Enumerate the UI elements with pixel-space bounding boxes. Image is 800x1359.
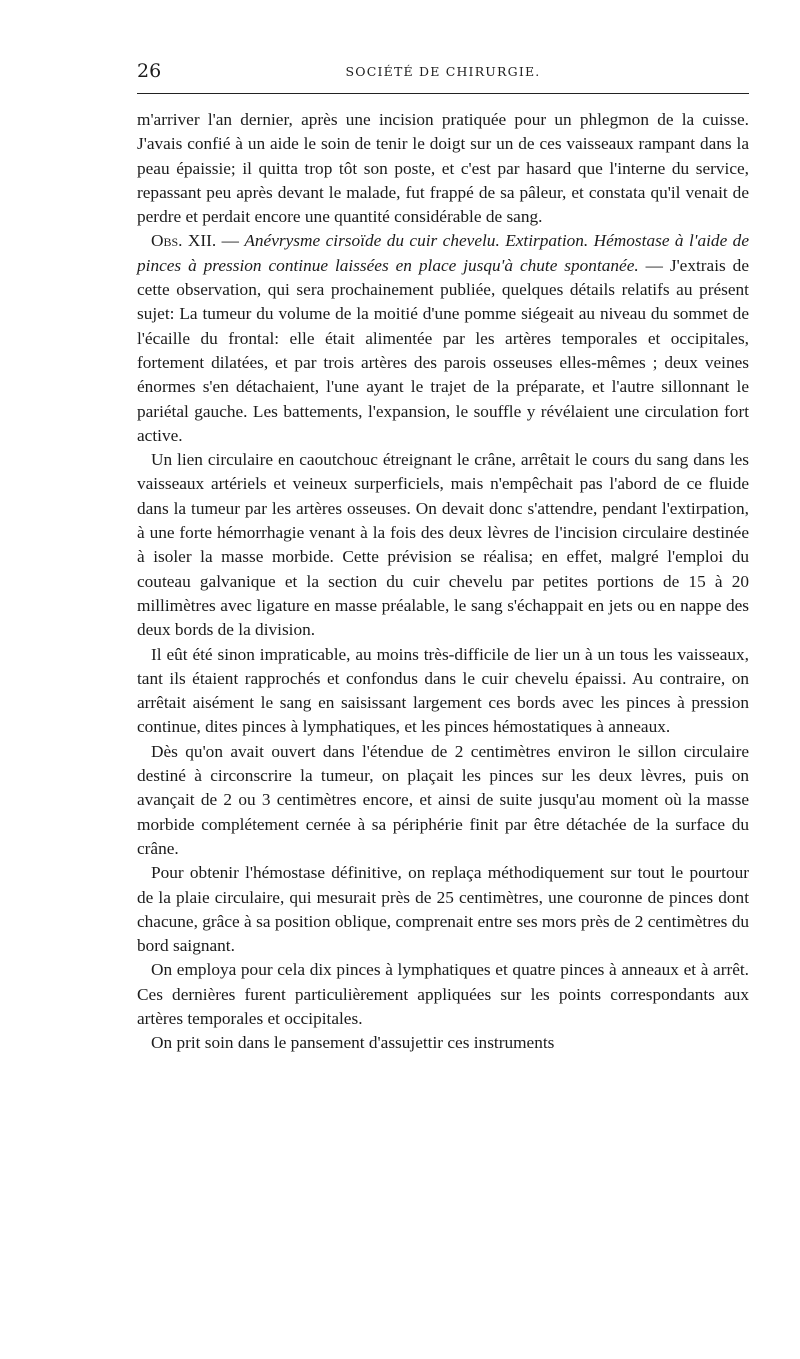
paragraph-forceps: On employa pour cela dix pinces à lymphatiques et quatre pinces à anneaux et à arrêt. Ces dernières furent particulièrement appliquées sur les points correspondants aux artères temporales et occipitales. <box>137 960 749 1028</box>
paragraph-vessels: Il eût été sinon impraticable, au moins très-difficile de lier un à un tous les vaisseaux, tant ils étaient rapprochés et confondus dans le cuir chevelu épaissi. Au contraire, on arrêtait aisément le sang en saisissant largement ces bords avec les pinces à pression continue, dites pinces à lymphatiques, et les pinces hémostatiques à anneaux. <box>137 644 749 737</box>
header-rule <box>137 93 749 94</box>
body-text <box>137 108 749 1056</box>
observation-text: — J'extrais de cette observation, qui sera prochainement publiée, quelques détails relatifs au présent sujet: La tumeur du volume de la moitié d'une pomme siégeait au niveau du sommet de l'écaille du frontal: elle était alimentée par les artères temporales et occipitales, fortement dilatées, et par trois artères des parois osseuses elles-mêmes ; deux veines énormes s'en détachaient, l'une ayant le trajet de la préparate, et l'autre sillonnant le pariétal gauche. Les battements, l'expansion, le souffle y révélaient une circulation fort active. <box>137 255 749 445</box>
observation-title: Anévrysme cirsoïde du cuir chevelu. Extirpation. Hémostase à l'aide de pinces à pression continue laissées en place jusqu'à chute spontanée. <box>137 231 749 275</box>
paragraph-continuation: m'arriver l'an dernier, après une incision pratiquée pour un phlegmon de la cuisse. J'avais confié à un aide le soin de tenir le doigt sur un de ces vaisseaux rampant dans la peau épaissie; il quitta trop tôt son poste, et c'est par hasard que l'interne du service, repassant peu après devant le malade, fut frappé de sa pâleur, et constata qu'il venait de perdre et perdait encore une quantité considérable de sang. <box>137 110 749 227</box>
paragraph-ligature: Un lien circulaire en caoutchouc étreignant le crâne, arrêtait le cours du sang dans les vaisseaux artériels et veineux surperficiels, mais n'empêchait pas l'abord de ce fluide dans la tumeur par les artères osseuses. On devait donc s'attendre, pendant l'extirpation, à une forte hémorrhagie venant à la fois des deux lèvres de l'incision circulaire destinée à isoler la masse morbide. Cette prévision se réalisa; en effet, malgré l'emploi du couteau galvanique et la section du cuir chevelu par petites portions de 15 à 20 millimètres avec ligature en masse préalable, le sang s'échappait en jets ou en nappe des deux bords de la division. <box>137 450 749 640</box>
paragraph-incision: Dès qu'on avait ouvert dans l'étendue de 2 centimètres environ le sillon circulaire destiné à circonscrire la tumeur, on plaçait les pinces sur les deux lèvres, puis on avançait de 2 ou 3 centimètres encore, et ainsi de suite jusqu'au moment où la masse morbide complétement cernée à sa périphérie finit par être détachée de la surface du crâne. <box>137 741 749 858</box>
observation-label: Obs. XII. <box>151 231 217 251</box>
paragraph-observation <box>137 229 749 448</box>
page-number: 26 <box>137 60 162 82</box>
journal-title: SOCIÉTÉ DE CHIRURGIE. <box>345 64 541 79</box>
observation-dash: — <box>216 231 245 251</box>
paragraph-hemostasis: Pour obtenir l'hémostase définitive, on replaça méthodiquement sur tout le pourtour de la plaie circulaire, qui mesurait près de 25 centimètres, une couronne de pinces dont chacune, grâce à sa position oblique, comprenait entre ses mors près de 2 centimètres du bord saignant. <box>137 863 749 956</box>
paragraph-dressing: On prit soin dans le pansement d'assujettir ces instruments <box>151 1033 555 1053</box>
running-head <box>137 58 749 84</box>
